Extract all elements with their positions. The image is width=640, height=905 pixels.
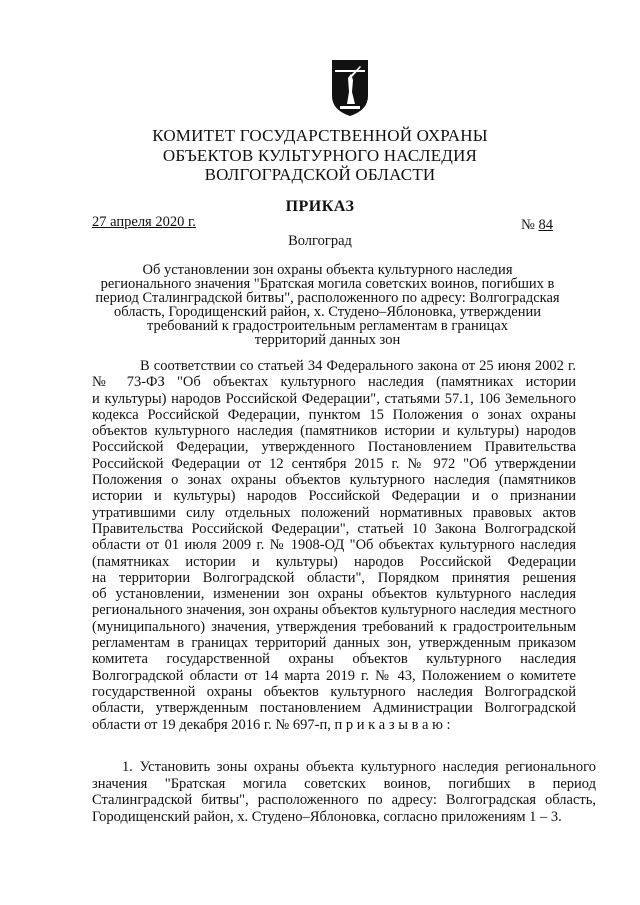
org-line: КОМИТЕТ ГОСУДАРСТВЕННОЙ ОХРАНЫ [152,126,488,145]
document-title: ПРИКАЗ [285,198,355,215]
number-value: 84 [538,217,553,233]
body-line: государственной охраны объектов культурного наследия Волгоградской [92,683,576,700]
body-line: Правительства Российской Федерации", статьей 10 Закона Волгоградской [92,520,576,537]
body-line: регионального значения, зон охраны объектов культурного наследия местного [92,602,576,619]
document-date: 27 апреля 2020 г. [92,214,196,230]
coat-of-arms-icon [330,58,370,118]
subject-line: Об установлении зон охраны объекта культурного наследия [142,262,513,278]
body-line: Российской Федерации, утвержденного Постановлением Правительства [92,439,576,456]
document-city: Волгоград [288,233,352,249]
body-line: Волгоградской области от 14 марта 2019 г. № 43, Положением о комитете [92,667,576,684]
subject-line: регионального значения "Братская могила советских воинов, погибших в [100,276,555,292]
item-line: 1. Установить зоны охраны объекта культурного наследия регионального [122,759,596,775]
organization-name [0,126,640,185]
document-subject [90,263,565,347]
body-line: об установлении, изменении зон охраны объектов культурного наследия [92,586,576,603]
number-prefix: № [521,217,535,233]
body-line: Российской Федерации от 12 сентября 2015 г. № 972 "Об утверждении [92,455,576,472]
body-line: истории и культуры) народов Российской Федерации и о признании [92,488,576,505]
body-line: (памятниках истории и культуры) народов Российской Федерации [92,553,576,570]
item-line: Городищенский район, х. Студено–Яблоновка, согласно приложениям 1 – 3. [92,808,562,825]
body-line: области от 19 декабря 2016 г. № 697-п, п р и к а з ы в а ю : [92,716,451,733]
body-line: области от 01 июля 2009 г. № 1908-ОД "Об объектах культурного наследия [92,537,576,554]
body-line: утратившими силу отдельных положений нормативных правовых актов [92,504,576,521]
body-line: области, утвержденным постановлением Администрации Волгоградской [92,700,576,717]
preamble-paragraph [92,358,576,733]
subject-line: требований к градостроительным регламентам в границах [146,318,508,334]
subject-line: территорий данных зон [254,332,401,348]
body-line: Положения о зонах охраны объектов культурного наследия (памятников [92,472,576,489]
body-line: и культуры) народов Российской Федерации", статьями 57.1, 106 Земельного [92,390,576,407]
body-line: объектов культурного наследия (памятников истории и культуры) народов [92,423,576,440]
body-line: на территории Волгоградской области", Порядком принятия решения [92,569,576,586]
org-line: ОБЪЕКТОВ КУЛЬТУРНОГО НАСЛЕДИЯ [162,145,478,165]
body-line: В соответствии со статьей 34 Федерального закона от 25 июня 2002 г. [140,358,576,374]
item-line: Сталинградской битвы", расположенного по адресу: Волгоградская область, [92,792,596,809]
subject-line: период Сталинградской битвы", расположенного по адресу: Волгоградская [95,290,560,306]
body-line: (муниципального) значения, утверждения требований к градостроительным [92,618,576,635]
body-line: регламентам в границах территорий данных зон, утвержденным приказом [92,635,576,652]
order-item-1 [92,759,596,825]
org-line: ВОЛГОГРАДСКОЙ ОБЛАСТИ [204,165,436,184]
item-line: значения "Братская могила советских воинов, погибших в период [92,775,596,792]
subject-line: область, Городищенский район, х. Студено–Яблоновка, утверждении [113,304,542,320]
body-line: кодекса Российской Федерации, пунктом 15 Положения о зонах охраны [92,406,576,423]
body-line: комитета государственной охраны объектов культурного наследия [92,651,576,668]
body-line: № 73-ФЗ "Об объектах культурного наследия (памятниках истории [92,374,576,391]
document-number [521,217,553,234]
